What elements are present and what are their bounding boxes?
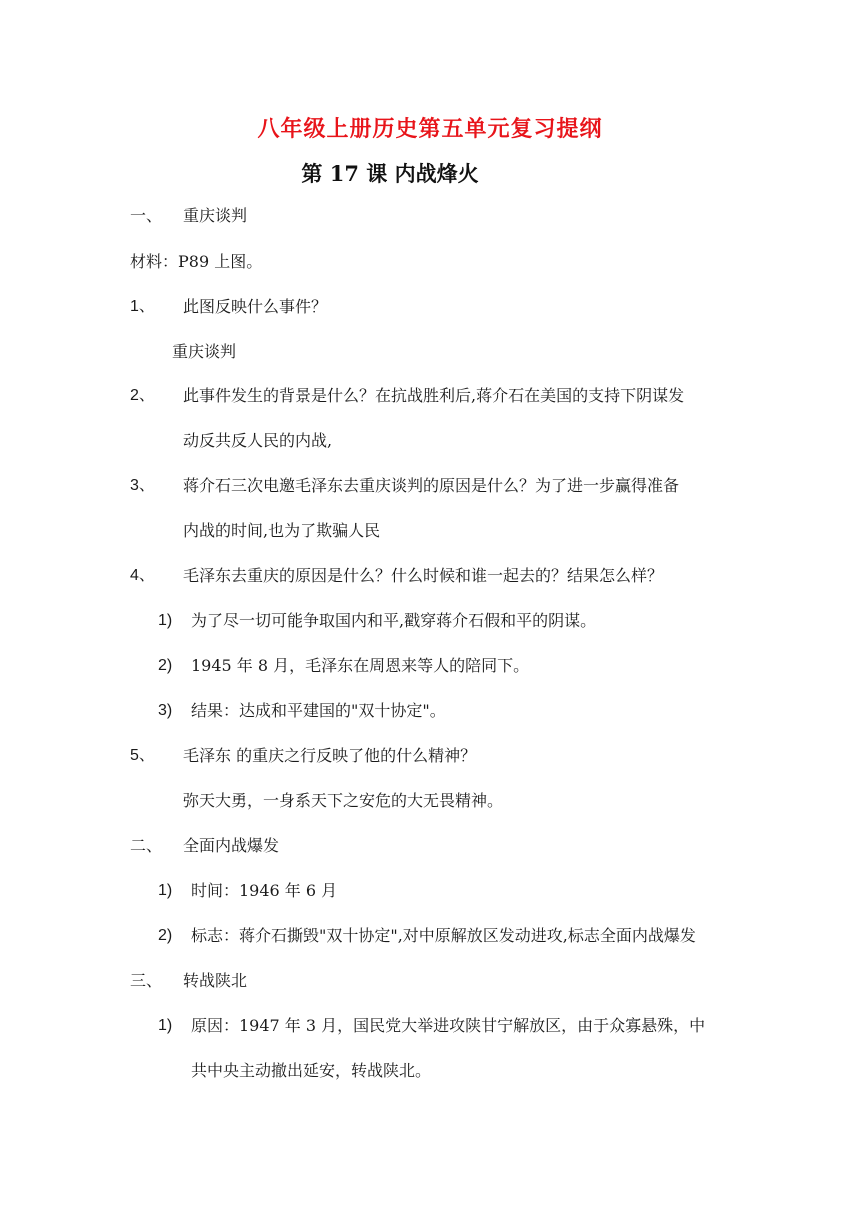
section-heading: 全面内战爆发: [183, 836, 280, 855]
item-number: 4、: [130, 567, 155, 584]
answer-text: 重庆谈判: [172, 342, 237, 361]
section-marker: 三、: [130, 971, 163, 990]
sub-item-number: 1): [158, 882, 173, 899]
sub-item-number: 2): [158, 657, 173, 674]
sub-item-number: 1): [158, 1017, 173, 1034]
question-text: 蒋介石三次电邀毛泽东去重庆谈判的原因是什么？为了进一步赢得准备: [183, 476, 680, 495]
question-text: 此图反映什么事件？: [183, 297, 328, 316]
question-text: 此事件发生的背景是什么？在抗战胜利后,蒋介石在美国的支持下阴谋发: [183, 386, 685, 405]
section-heading: 重庆谈判: [183, 206, 248, 225]
answer-continuation: 动反共反人民的内战,: [183, 431, 333, 450]
answer-continuation: 内战的时间,也为了欺骗人民: [183, 521, 381, 540]
sub-item-continuation: 共中央主动撤出延安，转战陕北。: [191, 1061, 432, 1080]
section-heading: 转战陕北: [183, 971, 248, 990]
section-marker: 一、: [130, 206, 163, 225]
sub-item-text: 结果：达成和平建国的"双十协定"。: [191, 701, 446, 720]
sub-item-text: 原因：1947 年 3 月，国民党大举进攻陕甘宁解放区，由于众寡悬殊，中: [191, 1016, 706, 1035]
sub-item-number: 1): [158, 612, 173, 629]
answer-text: 弥天大勇，一身系天下之安危的大无畏精神。: [183, 791, 504, 810]
sub-item-text: 为了尽一切可能争取国内和平,戳穿蒋介石假和平的阴谋。: [191, 611, 597, 630]
material-line: 材料：P89 上图。: [130, 252, 263, 271]
item-number: 2、: [130, 387, 155, 404]
lesson-title: 第 17 课 内战烽火: [301, 161, 479, 186]
sub-item-number: 3): [158, 702, 173, 719]
question-text: 毛泽东 的重庆之行反映了他的什么精神？: [183, 746, 477, 765]
sub-item-text: 1945 年 8 月，毛泽东在周恩来等人的陪同下。: [191, 656, 530, 675]
item-number: 1、: [130, 298, 155, 315]
sub-item-number: 2): [158, 927, 173, 944]
document-title: 八年级上册历史第五单元复习提纲: [257, 116, 603, 142]
sub-item-text: 标志：蒋介石撕毁"双十协定",对中原解放区发动进攻,标志全面内战爆发: [191, 926, 696, 945]
question-text: 毛泽东去重庆的原因是什么？什么时候和谁一起去的？结果怎么样？: [183, 566, 664, 585]
section-marker: 二、: [130, 836, 163, 855]
item-number: 5、: [130, 747, 155, 764]
item-number: 3、: [130, 477, 155, 494]
sub-item-text: 时间：1946 年 6 月: [191, 881, 338, 900]
